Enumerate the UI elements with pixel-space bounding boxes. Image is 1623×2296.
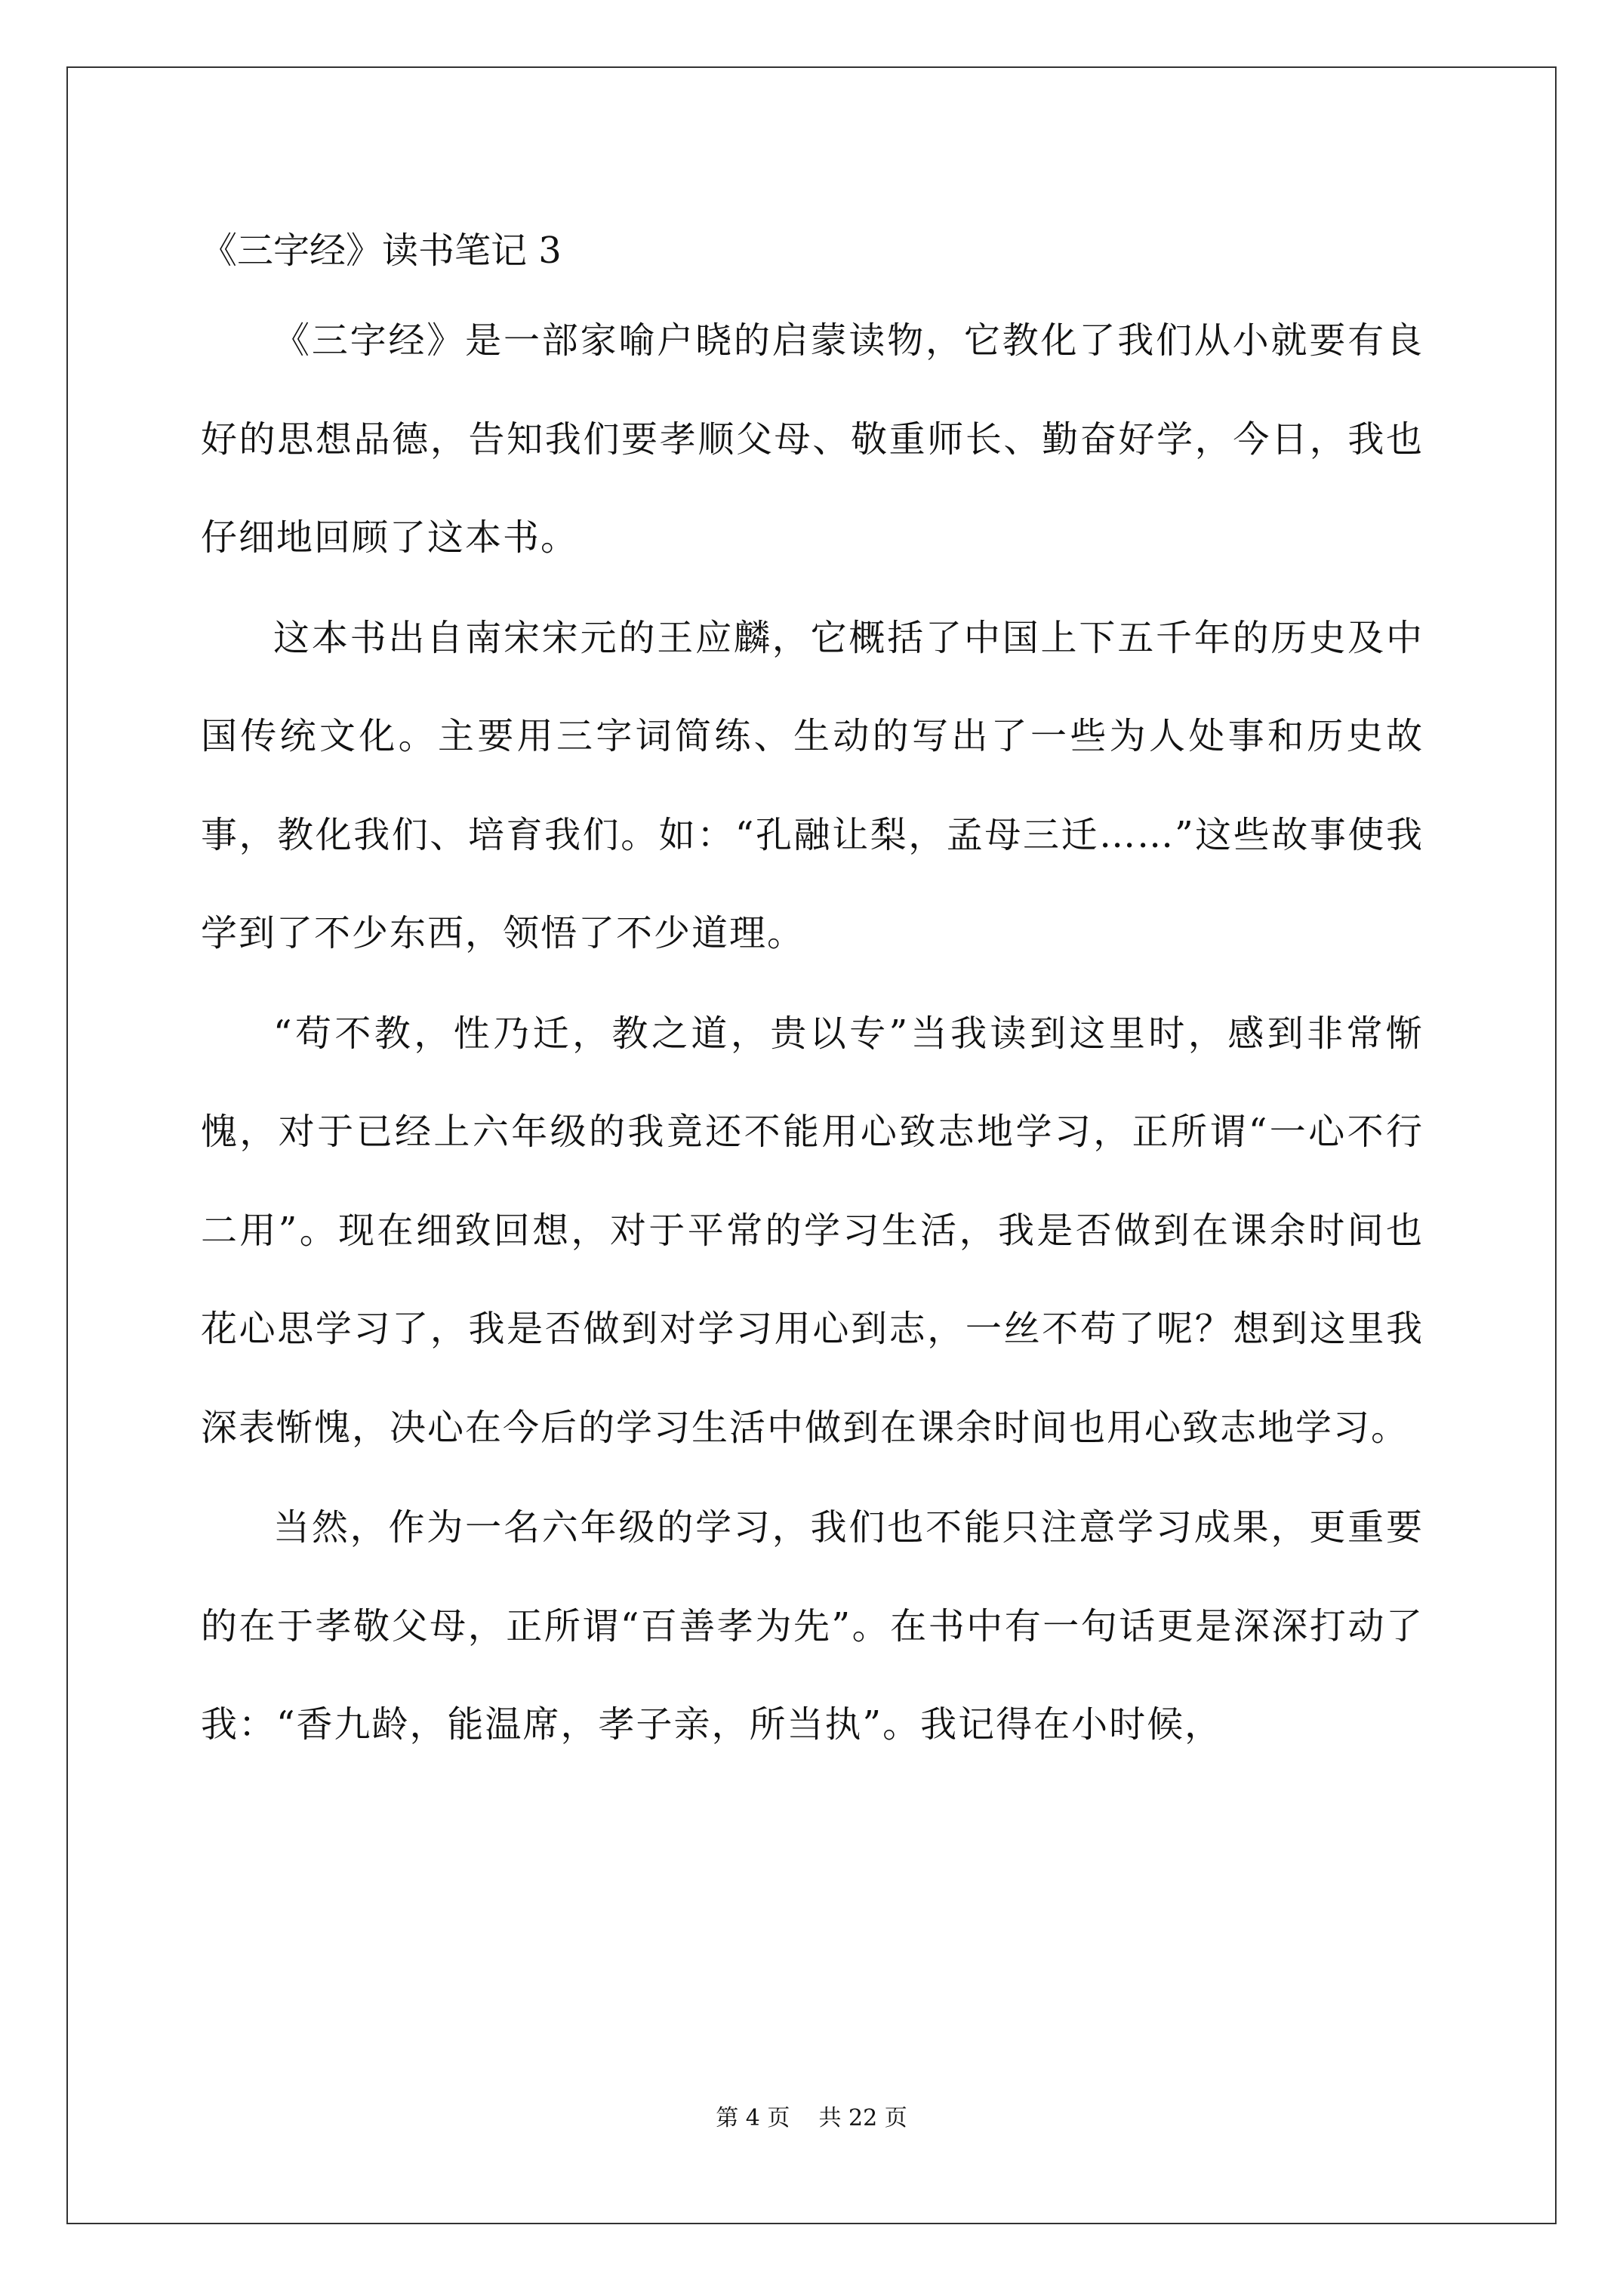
document-title: 《三字经》读书笔记 3	[201, 230, 562, 272]
page-footer: 第 4 页 共 22 页	[716, 2105, 907, 2131]
paragraph: 《三字经》是一部家喻户晓的启蒙读物，它教化了我们从小就要有良好的思想品德，告知我们要孝顺父母、敬重师长、勤奋好学，今日，我也仔细地回顾了这本书。	[201, 319, 1424, 559]
paragraph: “苟不教，性乃迁，教之道，贵以专”当我读到这里时，感到非常惭愧，对于已经上六年级的我竟还不能用心致志地学习，正所谓“一心不行二用”。现在细致回想，对于平常的学习生活，我是否做到在课余时间也花心思学习了，我是否做到对学习用心到志，一丝不苟了呢？想到这里我深表惭愧，决心在今后的学习生活中做到在课余时间也用心致志地学习。	[201, 1012, 1424, 1449]
paragraph: 这本书出自南宋宋元的王应麟，它概括了中国上下五千年的历史及中国传统文化。主要用三字词简练、生动的写出了一些为人处事和历史故事，教化我们、培育我们。如：“孔融让梨，孟母三迁……”这些故事使我学到了不少东西，领悟了不少道理。	[201, 616, 1424, 954]
document-body	[201, 291, 1424, 1776]
paragraph: 当然，作为一名六年级的学习，我们也不能只注意学习成果，更重要的在于孝敬父母，正所谓“百善孝为先”。在书中有一句话更是深深打动了我：“香九龄，能温席，孝子亲，所当执”。我记得在小时候，	[201, 1506, 1424, 1746]
